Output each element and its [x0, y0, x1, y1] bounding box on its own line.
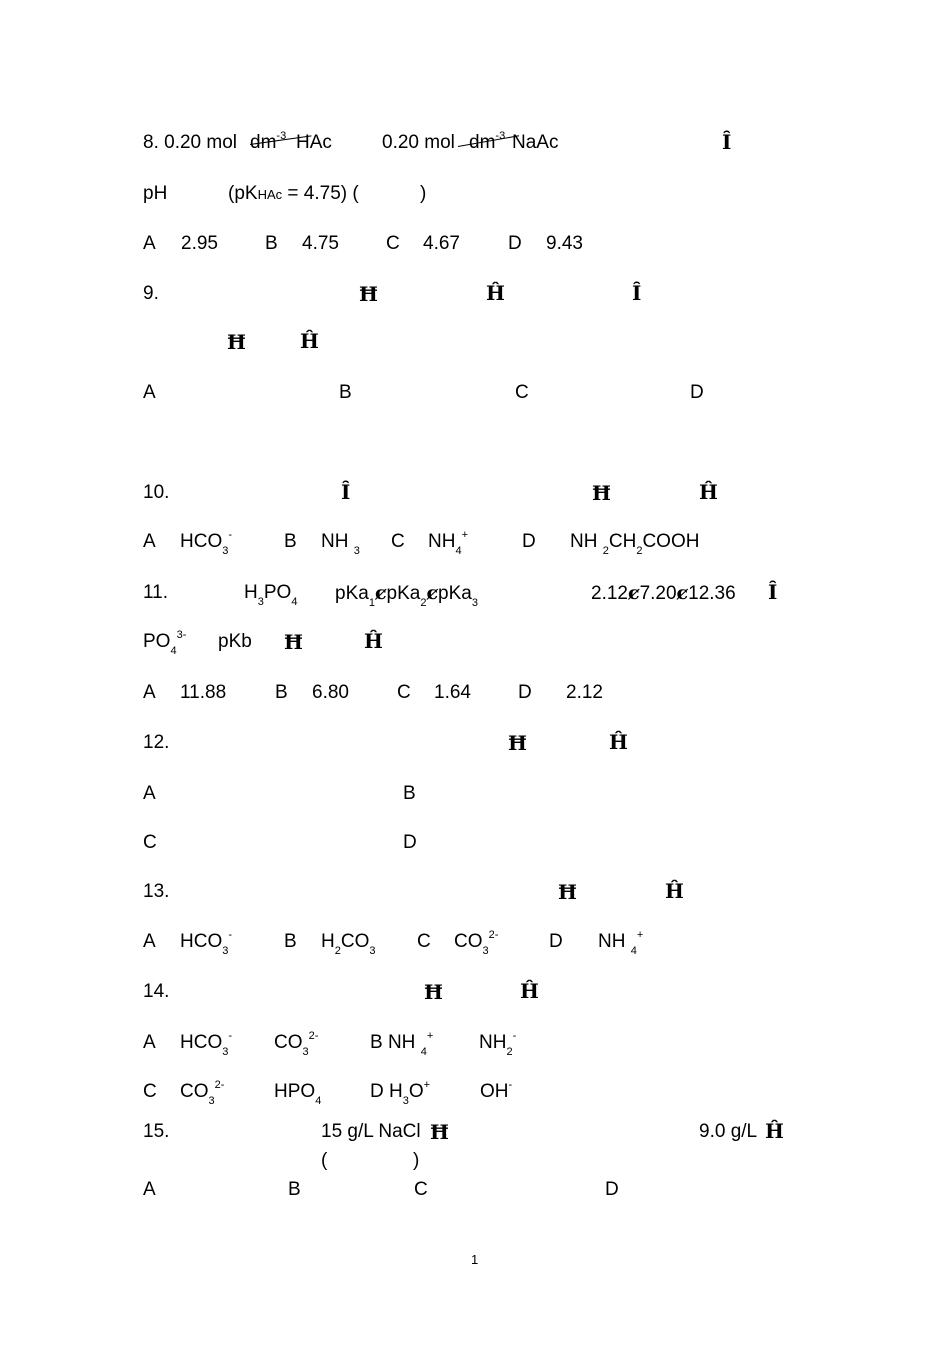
- q11-opt-b: B: [275, 682, 288, 703]
- q9-number: 9.: [143, 283, 159, 304]
- q14-opt-a: A: [143, 1032, 156, 1053]
- q11-number: 11.: [143, 582, 169, 603]
- q9-opt-b: B: [339, 382, 352, 403]
- q8-mark-glyph: Ȋ: [722, 130, 732, 154]
- q10-opt-b: B: [284, 531, 297, 552]
- q11-opt-b-val: 6.80: [312, 682, 349, 703]
- q14-opt-c-val2: $HPO_4$: [274, 1081, 322, 1107]
- q9-glyph-4: Ħ: [227, 330, 246, 354]
- q14-opt-d: D $H_3O^+$: [370, 1078, 431, 1107]
- q10-opt-b-val: NH $_3$: [321, 531, 360, 557]
- q15-opt-c: C: [414, 1179, 428, 1200]
- q15-conc1: 15 g/L NaCl: [321, 1121, 421, 1142]
- page-number: 1: [471, 1252, 479, 1267]
- q11-opt-c-val: 1.64: [434, 682, 471, 703]
- q15-opt-d: D: [605, 1179, 619, 1200]
- q10-opt-d-val: NH $_2CH_2COOH$: [570, 531, 700, 557]
- q10-opt-c: C: [391, 531, 405, 552]
- q11-opt-d: D: [518, 682, 532, 703]
- q9-glyph-3: Ȋ: [632, 281, 642, 305]
- q13-opt-b: B: [284, 931, 297, 952]
- q12-opt-a: A: [143, 783, 156, 804]
- q9-opt-a: A: [143, 382, 156, 403]
- q15-paren-close: ): [413, 1150, 420, 1171]
- q15-number: 15.: [143, 1121, 170, 1142]
- q8-species-hac: HAc: [296, 132, 332, 153]
- q14-opt-c-val1: $CO_3^{2-}$: [180, 1078, 225, 1107]
- q10-opt-a: A: [143, 531, 156, 552]
- q10-opt-d: D: [522, 531, 536, 552]
- q15-opt-b: B: [288, 1179, 301, 1200]
- q8-opt-c: C: [386, 233, 400, 254]
- q10-glyph-2: Ħ: [592, 481, 611, 505]
- q9-opt-d: D: [690, 382, 704, 403]
- q14-glyph-1: Ħ: [424, 980, 443, 1004]
- q8-mid: 0.20 mol: [382, 132, 455, 153]
- q11-glyph-1: Ȋ: [768, 580, 778, 604]
- q8-species-naac: NaAc: [512, 132, 559, 153]
- q15-conc2: 9.0 g/L: [699, 1121, 758, 1142]
- q11-opt-a-val: 11.88: [180, 682, 227, 703]
- q12-opt-c: C: [143, 832, 157, 853]
- q11-formula: $H_3PO_4$: [244, 582, 298, 608]
- q8-opt-d: D: [508, 233, 522, 254]
- q14-number: 14.: [143, 981, 170, 1002]
- q13-opt-d-val: NH $_4$+: [598, 928, 644, 957]
- q8-opt-a: A: [143, 233, 156, 254]
- q8-opt-d-val: 9.43: [546, 233, 583, 254]
- q11-opt-c: C: [397, 682, 411, 703]
- q13-glyph-2: Ĥ: [665, 879, 684, 903]
- q14-glyph-2: Ĥ: [520, 979, 539, 1003]
- q12-glyph-1: Ħ: [508, 731, 527, 755]
- q12-glyph-2: Ĥ: [609, 730, 628, 754]
- q11-values: 2.12ȼ7.20ȼ12.36: [591, 582, 736, 604]
- q8-pk: (pKHAc = 4.75) (: [228, 183, 359, 204]
- q10-opt-c-val: $NH_4^+$: [428, 528, 469, 557]
- q15-opt-a: A: [143, 1179, 156, 1200]
- q13-opt-a: A: [143, 931, 156, 952]
- q11-opt-d-val: 2.12: [566, 682, 603, 703]
- q14-opt-a-val2: $CO_3^{2-}$: [274, 1029, 319, 1058]
- q9-glyph-1: Ħ: [359, 282, 378, 306]
- q14-opt-b: B NH $_4$+: [370, 1029, 434, 1058]
- q15-glyph-1: Ħ: [430, 1120, 449, 1144]
- q14-opt-d-val2: OH-: [480, 1078, 513, 1102]
- q8-ph: pH: [143, 183, 168, 204]
- q13-number: 13.: [143, 881, 170, 902]
- q13-opt-c-val: $CO_3^{2-}$: [454, 928, 499, 957]
- q8-number: 8. 0.20 mol: [143, 132, 237, 153]
- q13-opt-b-val: $H_2CO_3$: [321, 931, 376, 957]
- q11-pkb: pKb: [218, 631, 252, 652]
- q11-glyph-3: Ĥ: [364, 629, 383, 653]
- q14-opt-a-val1: $HCO_3^-$: [180, 1029, 233, 1058]
- q9-glyph-5: Ĥ: [300, 329, 319, 353]
- q8-opt-c-val: 4.67: [423, 233, 460, 254]
- q9-glyph-2: Ĥ: [486, 281, 505, 305]
- q11-glyph-2: Ħ: [284, 630, 303, 654]
- q10-opt-a-val: $HCO_3^-$: [180, 528, 233, 557]
- q8-unit1: $dm^{-3}$: [250, 129, 287, 153]
- q13-opt-c: C: [417, 931, 431, 952]
- q10-number: 10.: [143, 482, 170, 503]
- q8-opt-a-val: 2.95: [181, 233, 218, 254]
- q8-opt-b-val: 4.75: [302, 233, 339, 254]
- q8-opt-b: B: [265, 233, 278, 254]
- q8-close-paren: ): [420, 183, 427, 204]
- q9-opt-c: C: [515, 382, 529, 403]
- q8-unit2: $dm^{-3}$: [469, 129, 506, 153]
- q10-glyph-3: Ĥ: [699, 480, 718, 504]
- q12-opt-d: D: [403, 832, 417, 853]
- q14-opt-b-val2: $NH_2^-$: [479, 1029, 517, 1058]
- q13-glyph-1: Ħ: [558, 880, 577, 904]
- q15-paren-open: (: [321, 1150, 328, 1171]
- q11-pka-list: pKa$_1$ȼpKa$_2$ȼpKa$_3$: [335, 582, 478, 609]
- q12-number: 12.: [143, 732, 170, 753]
- q10-glyph-1: Ȋ: [341, 480, 351, 504]
- q13-opt-a-val: $HCO_3^-$: [180, 928, 233, 957]
- q11-opt-a: A: [143, 682, 156, 703]
- q14-opt-c: C: [143, 1081, 157, 1102]
- q15-glyph-2: Ĥ: [765, 1119, 784, 1143]
- q11-po4-ion: $PO_4^{3-}$: [143, 628, 187, 657]
- q12-opt-b: B: [403, 783, 416, 804]
- q13-opt-d: D: [549, 931, 563, 952]
